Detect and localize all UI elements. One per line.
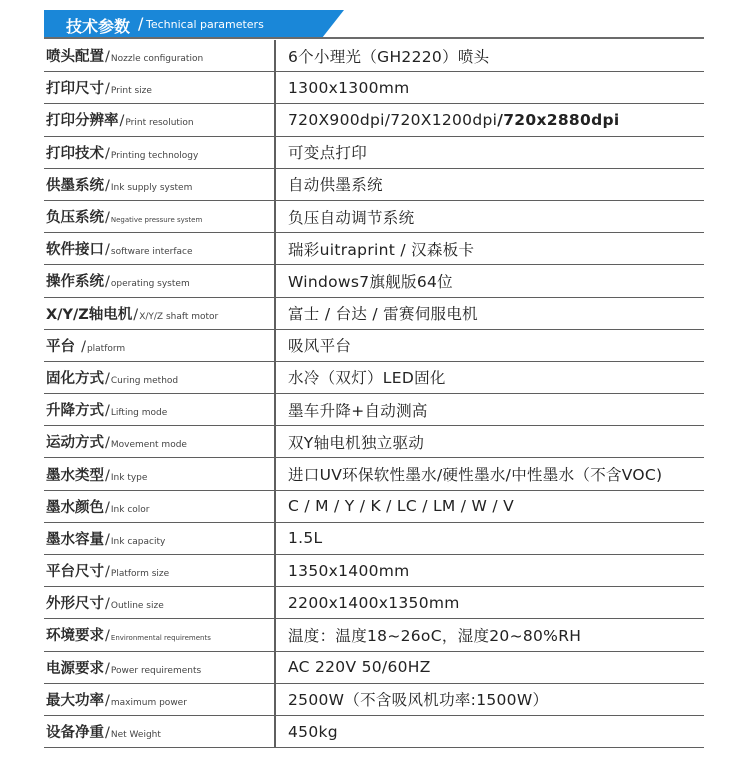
param-label-cell: [44, 40, 275, 72]
param-name-slash: /: [105, 403, 110, 420]
param-label-cell: [44, 233, 275, 265]
param-value: AC 220V 50/60HZ: [288, 658, 431, 677]
param-name-zh: 墨水容量: [46, 531, 104, 548]
param-name-zh: 打印技术: [46, 145, 104, 162]
param-label-cell: [44, 361, 275, 393]
param-value: 负压自动调节系统: [288, 208, 415, 227]
param-name-zh: 最大功率: [46, 692, 104, 709]
param-name-en: X/Y/Z shaft motor: [139, 311, 219, 322]
section-title-zh: 技术参数: [66, 17, 131, 36]
param-name-slash: /: [119, 113, 125, 130]
param-value-cell: [275, 297, 704, 329]
table-row: [44, 458, 704, 490]
param-label-cell: [44, 426, 275, 458]
section-title-slash: /: [138, 14, 144, 33]
param-name-slash: /: [105, 467, 110, 484]
param-label-cell: [44, 136, 275, 168]
param-name-slash: /: [105, 725, 110, 742]
param-name-en: Ink type: [110, 472, 148, 483]
param-name-zh: 打印分辨率: [46, 113, 119, 130]
param-name-zh: 环境要求: [46, 628, 104, 645]
param-value: 720X900dpi/720X1200dpi: [288, 110, 498, 129]
param-name-en: Ink supply system: [110, 182, 193, 193]
param-name-slash: /: [105, 145, 110, 162]
param-value-cell: [275, 329, 704, 361]
param-value-cell: [275, 394, 704, 426]
param-label-cell: [44, 555, 275, 587]
table-row: [44, 683, 704, 715]
param-label-cell: [44, 104, 275, 136]
param-label-cell: [44, 587, 275, 619]
param-name-en: Print size: [110, 86, 152, 97]
param-name-en: Print resolution: [125, 118, 194, 129]
section-title-en: Technical parameters: [146, 18, 264, 31]
param-value: 450kg: [288, 722, 338, 741]
param-name-zh: 负压系统: [46, 210, 104, 227]
param-name-zh: 打印尺寸: [46, 81, 104, 98]
param-value: 1300x1300mm: [288, 78, 410, 97]
param-name-slash: /: [133, 306, 139, 323]
param-name-slash: /: [105, 435, 110, 452]
param-name-en: Printing technology: [110, 150, 199, 161]
param-name-zh: 设备净重: [46, 725, 104, 742]
param-value-cell: [275, 683, 704, 715]
param-name-zh: 运动方式: [46, 435, 104, 452]
param-name-zh: 喷头配置: [46, 49, 104, 66]
param-value: 温度：温度18~26oC，湿度20~80%RH: [288, 626, 582, 645]
param-value-cell: [275, 265, 704, 297]
param-label-cell: [44, 265, 275, 297]
param-name-slash: /: [105, 692, 110, 709]
param-value-cell: [275, 619, 704, 651]
param-name-slash: /: [105, 564, 110, 581]
param-name-slash: /: [105, 177, 110, 194]
param-value-cell: [275, 458, 704, 490]
param-name-zh: 操作系统: [46, 274, 104, 291]
param-value-cell: [275, 426, 704, 458]
param-value: 6个小理光（GH2220）喷头: [288, 47, 490, 66]
param-name-zh: 电源要求: [46, 660, 104, 677]
param-value: 1.5L: [288, 529, 323, 548]
param-name-slash: /: [105, 531, 110, 548]
param-name-zh: 软件接口: [46, 242, 104, 259]
table-row: [44, 619, 704, 651]
section-title-tab: [44, 10, 322, 38]
param-name-slash: /: [105, 242, 110, 259]
param-name-slash: /: [105, 596, 110, 613]
param-value: 双Y轴电机独立驱动: [288, 433, 425, 452]
table-row: [44, 297, 704, 329]
param-value-cell: [275, 715, 704, 747]
table-row: [44, 40, 704, 72]
param-name-zh: 平台尺寸: [46, 564, 104, 581]
param-name-en: Environmental requirements: [110, 634, 211, 643]
param-value: 富士 / 台达 / 雷赛伺服电机: [288, 305, 478, 324]
param-name-zh: 墨水颜色: [46, 499, 104, 516]
param-name-en: Power requirements: [110, 665, 202, 676]
param-name-zh: 墨水类型: [46, 467, 104, 484]
table-row: [44, 233, 704, 265]
section-header: [44, 10, 704, 38]
table-row: [44, 426, 704, 458]
param-value-cell: [275, 233, 704, 265]
param-value: 可变点打印: [288, 144, 368, 163]
param-value: 水冷（双灯）LED固化: [288, 369, 446, 388]
param-label-cell: [44, 168, 275, 200]
param-label-cell: [44, 200, 275, 232]
param-name-en: operating system: [110, 279, 190, 290]
table-row: [44, 361, 704, 393]
param-name-slash: /: [105, 499, 110, 516]
param-name-en: Ink capacity: [110, 536, 166, 547]
param-label-cell: [44, 683, 275, 715]
param-value-cell: [275, 104, 704, 136]
param-value-cell: [275, 361, 704, 393]
param-name-slash: /: [81, 338, 86, 355]
param-name-en: Net Weight: [110, 730, 161, 741]
table-row: [44, 265, 704, 297]
param-name-en: platform: [86, 343, 126, 354]
table-row: [44, 651, 704, 683]
param-name-slash: /: [105, 49, 110, 66]
param-value-cell: [275, 490, 704, 522]
param-name-zh: 供墨系统: [46, 177, 104, 194]
table-row: [44, 587, 704, 619]
param-label-cell: [44, 458, 275, 490]
param-value-extra: /720x2880dpi: [497, 110, 620, 129]
param-label-cell: [44, 72, 275, 104]
table-row: [44, 394, 704, 426]
param-value-cell: [275, 522, 704, 554]
param-name-en: Movement mode: [110, 440, 187, 451]
param-name-en: software interface: [110, 247, 193, 258]
param-value-cell: [275, 72, 704, 104]
param-value-cell: [275, 651, 704, 683]
param-value-cell: [275, 168, 704, 200]
param-name-slash: /: [105, 274, 110, 291]
param-name-en: Outline size: [110, 601, 164, 612]
param-value: 2500W（不含吸风机功率:1500W）: [288, 691, 549, 710]
param-value: 吸风平台: [288, 337, 352, 356]
param-name-zh: X/Y/Z轴电机: [46, 306, 133, 323]
param-name-zh: 外形尺寸: [46, 596, 104, 613]
param-value-cell: [275, 136, 704, 168]
param-name-slash: /: [105, 210, 110, 227]
table-row: [44, 555, 704, 587]
param-name-zh: 升降方式: [46, 403, 104, 420]
param-name-en: Nozzle configuration: [110, 54, 204, 65]
param-value: 2200x1400x1350mm: [288, 593, 460, 612]
param-value: C / M / Y / K / LC / LM / W / V: [288, 497, 515, 516]
param-value: 进口UV环保软性墨水/硬性墨水/中性墨水（不含VOC): [288, 466, 663, 485]
param-value-cell: [275, 200, 704, 232]
param-name-en: Platform size: [110, 569, 170, 580]
param-name-slash: /: [105, 628, 110, 645]
table-row: [44, 715, 704, 747]
param-name-en: Negative pressure system: [110, 216, 203, 225]
param-value-cell: [275, 587, 704, 619]
table-row: [44, 104, 704, 136]
param-name-zh: 固化方式: [46, 370, 104, 387]
param-name-slash: /: [105, 81, 110, 98]
param-value-cell: [275, 555, 704, 587]
table-row: [44, 72, 704, 104]
param-label-cell: [44, 394, 275, 426]
param-label-cell: [44, 297, 275, 329]
table-row: [44, 168, 704, 200]
param-name-en: Ink color: [110, 504, 150, 515]
param-name-en: maximum power: [110, 697, 187, 708]
param-value-cell: [275, 40, 704, 72]
param-value: 自动供墨系统: [288, 176, 383, 195]
table-row: [44, 522, 704, 554]
param-label-cell: [44, 329, 275, 361]
table-row: [44, 329, 704, 361]
header-divider: [44, 37, 704, 39]
table-row: [44, 136, 704, 168]
parameters-table: [44, 40, 704, 748]
param-value: 瑞彩uitraprint / 汉森板卡: [288, 240, 475, 259]
table-row: [44, 200, 704, 232]
param-name-zh: 平台: [46, 338, 81, 355]
param-name-en: Curing method: [110, 375, 179, 386]
param-label-cell: [44, 490, 275, 522]
param-name-slash: /: [105, 660, 110, 677]
parameters-table-body: [44, 40, 704, 748]
param-label-cell: [44, 522, 275, 554]
param-name-slash: /: [105, 370, 110, 387]
param-label-cell: [44, 619, 275, 651]
param-value: 1350x1400mm: [288, 561, 410, 580]
param-label-cell: [44, 651, 275, 683]
param-label-cell: [44, 715, 275, 747]
table-row: [44, 490, 704, 522]
param-name-en: Lifting mode: [110, 408, 168, 419]
param-value: Windows7旗舰版64位: [288, 272, 453, 291]
param-value: 墨车升降+自动测高: [288, 401, 428, 420]
